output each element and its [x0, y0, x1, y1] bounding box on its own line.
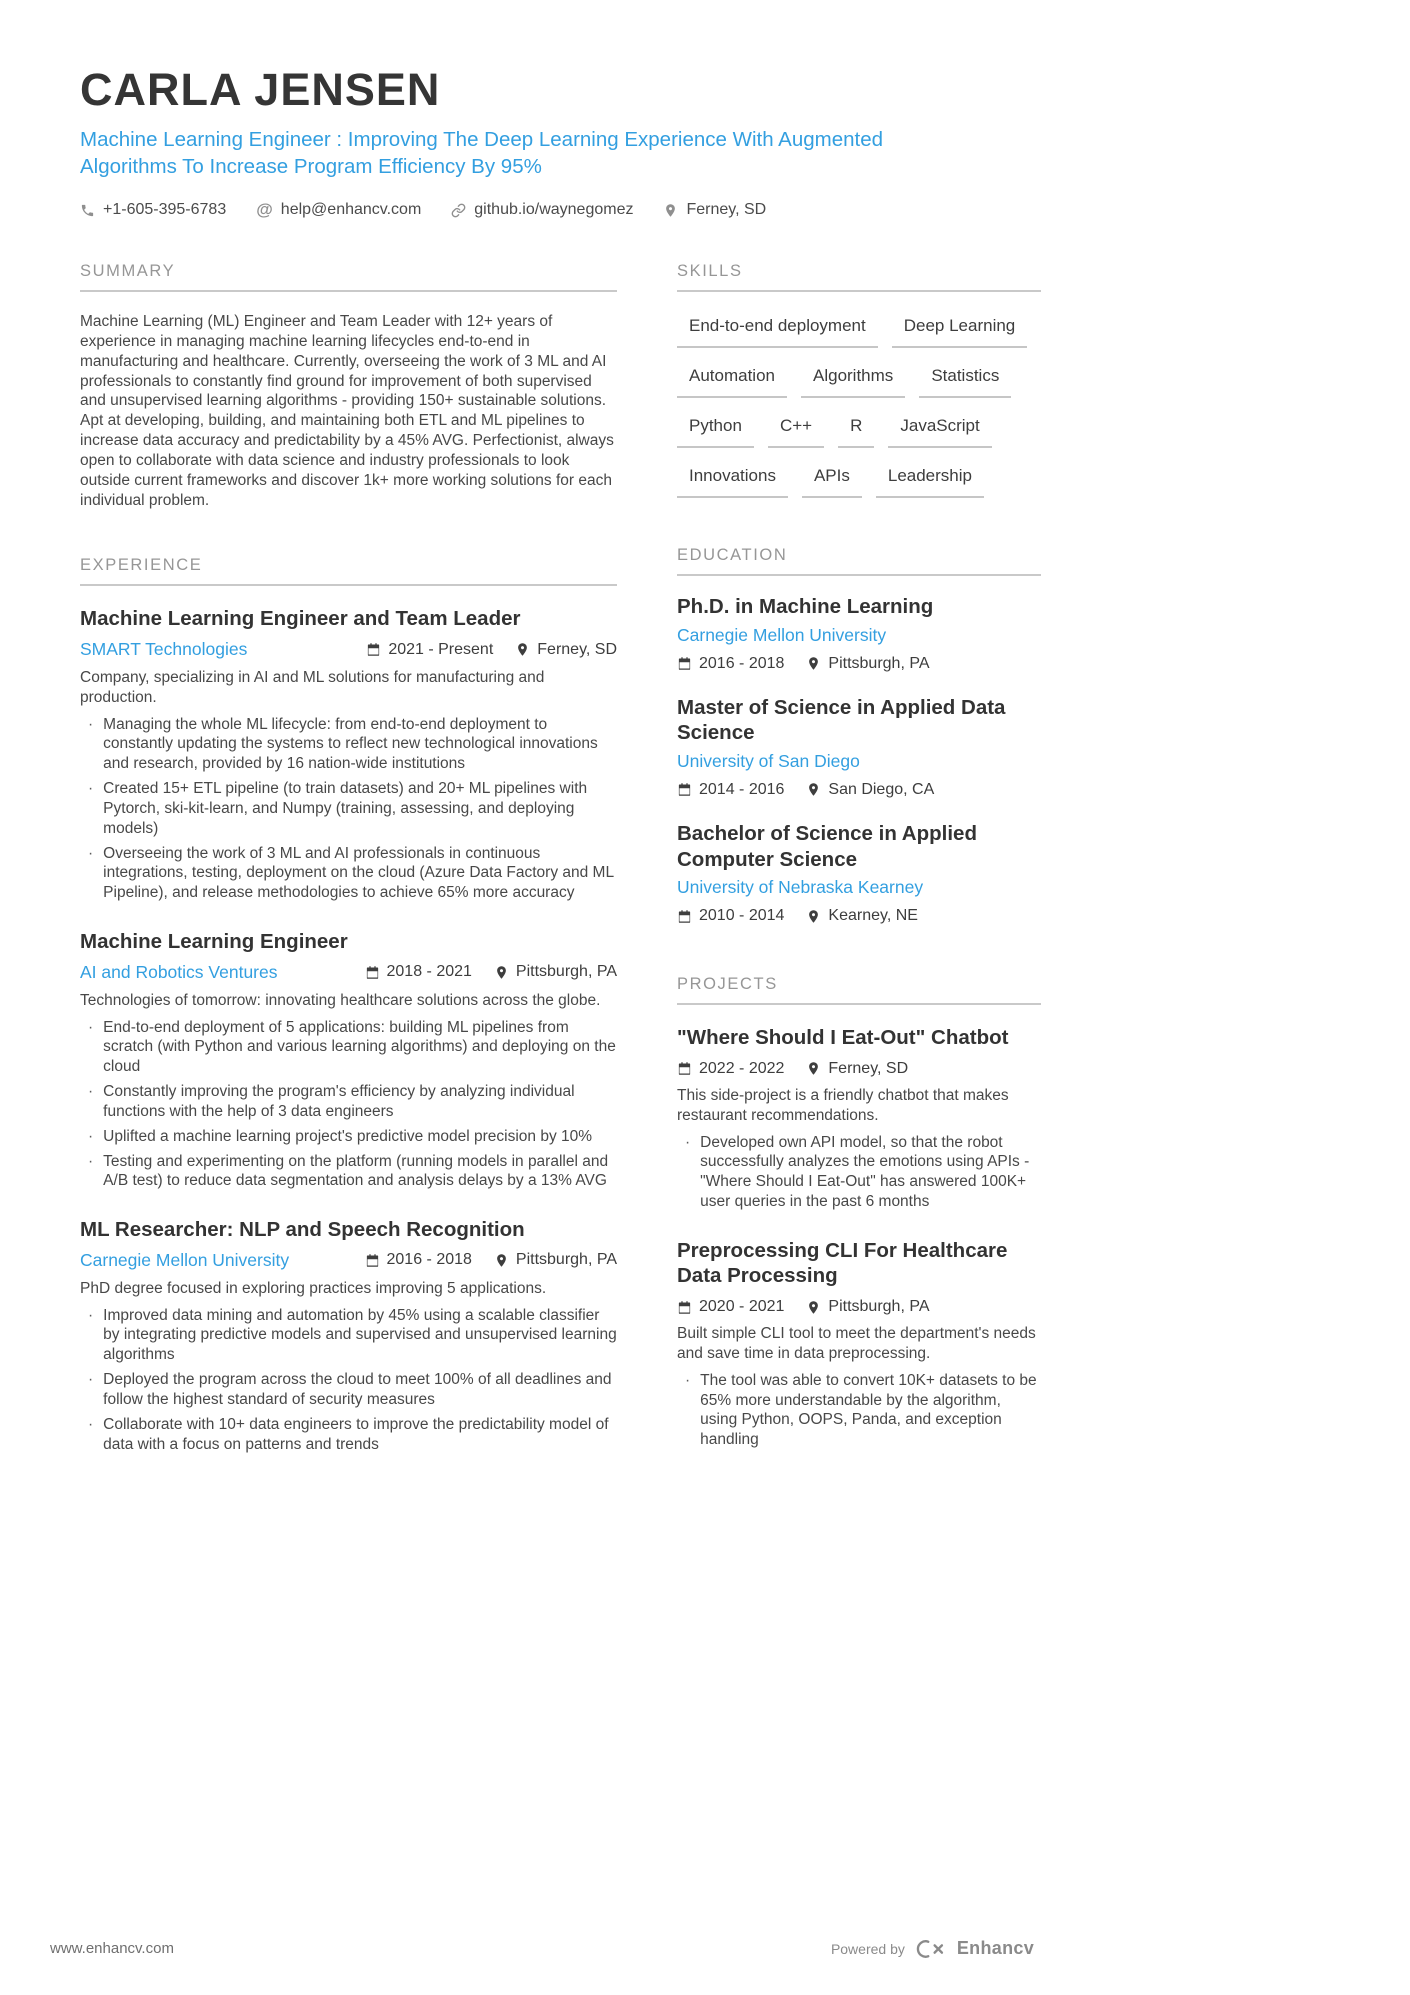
job-title: Machine Learning Engineer and Team Leader: [80, 607, 521, 631]
bullet-marker: ·: [88, 1018, 94, 1036]
summary-text: Machine Learning (ML) Engineer and Team Leader with 12+ years of experience in managing machine learning lifecycles end-to-end in manufacturing and healthcare. Currently, overseeing the work of 3 ML and AI professionals to constantly find ground for improvement of both supervised and unsupervised learning algorithms - providing 150+ sustainable solutions. Apt at developing, building, and maintaining both ETL and ML pipelines to increase data accuracy and predictability by a 45% AVG. Perfectionist, always open to collaborate with data science and industry professionals to look outside current frameworks and discover 1k+ more working solutions for each individual problem.: [80, 313, 614, 509]
calendar-icon: [677, 909, 692, 924]
bullet-item: · Created 15+ ETL pipeline (to train datasets) and 20+ ML pipelines with Pytorch, ski-kit-learn, and Numpy (training, assessing, and deploying models): [88, 780, 588, 837]
job-meta-row: [80, 962, 617, 983]
job-meta-row: [80, 1250, 617, 1271]
job-location: [494, 1251, 617, 1269]
date-range: [677, 781, 784, 799]
email-at-icon: @: [256, 200, 273, 220]
skill-item: Algorithms: [801, 366, 905, 398]
skill-item: APIs: [802, 466, 862, 498]
bullet-item: · Developed own API model, so that the robot successfully analyzes the emotions using APIs - "Where Should I Eat-Out" has answered 100K+ user queries in the past 6 months: [685, 1133, 1030, 1210]
bullet-marker: ·: [88, 1152, 94, 1170]
bullet-item: · Collaborate with 10+ data engineers to improve the predictability model of data with a focus on patterns and trends: [88, 1415, 609, 1453]
degree-title: Bachelor of Science in Applied Computer Science: [677, 821, 977, 871]
email-text: help@enhancv.com: [280, 201, 422, 219]
education-location-text: San Diego, CA: [828, 780, 935, 798]
education-meta: [677, 655, 1041, 673]
projects-heading: PROJECTS: [677, 975, 1041, 1005]
phone-icon: [80, 203, 95, 218]
bullet-item: · Improved data mining and automation by 45% using a scalable classifier by integrating predictive models and supervised and unsupervised learning algorithms: [88, 1306, 617, 1364]
bullet-item: · Constantly improving the program's efficiency by analyzing individual functions with the help of 3 data engineers: [88, 1083, 575, 1120]
contact-row: [80, 200, 1410, 220]
enhancv-logo-icon: [915, 1939, 947, 1959]
bullet-item: · Deployed the program across the cloud to meet 100% of all deadlines and follow the highest standard of security measures: [88, 1371, 612, 1408]
footer-site-link[interactable]: www.enhancv.com: [50, 1940, 174, 1957]
project-location-text: Ferney, SD: [828, 1059, 909, 1077]
project-title: "Where Should I Eat-Out" Chatbot: [677, 1026, 1009, 1050]
left-column: [80, 262, 617, 1454]
bullet-marker: ·: [88, 780, 94, 798]
job-description: PhD degree focused in exploring practices improving 5 applications.: [80, 1279, 547, 1297]
degree-title: Ph.D. in Machine Learning: [677, 595, 934, 619]
experience-item: [80, 606, 617, 903]
date-range: [677, 655, 784, 673]
date-range-text: 2016 - 2018: [386, 1251, 472, 1269]
calendar-icon: [677, 782, 692, 797]
date-range: [677, 1060, 784, 1078]
experience-heading: EXPERIENCE: [80, 556, 617, 586]
skill-item: R: [838, 416, 874, 448]
content-columns: [80, 262, 1410, 1454]
date-range: [677, 907, 784, 925]
skill-item: JavaScript: [888, 416, 991, 448]
location-pin-icon: [806, 656, 821, 671]
date-range-text: 2010 - 2014: [699, 907, 785, 925]
website-text: github.io/waynegomez: [474, 201, 634, 219]
education-location: [806, 781, 934, 799]
calendar-icon: [365, 1253, 380, 1268]
project-location: [806, 1060, 908, 1078]
project-meta: [677, 1060, 1041, 1078]
skill-item: Automation: [677, 366, 787, 398]
website-contact[interactable]: [451, 201, 633, 219]
job-bullets: [80, 1306, 617, 1455]
school-link[interactable]: University of Nebraska Kearney: [677, 877, 924, 898]
candidate-name: CARLA JENSEN: [80, 64, 441, 115]
calendar-icon: [677, 1300, 692, 1315]
date-range: [365, 1251, 472, 1269]
job-location: [515, 641, 617, 659]
calendar-icon: [677, 1061, 692, 1076]
school-link[interactable]: University of San Diego: [677, 750, 860, 771]
job-meta: [366, 641, 617, 659]
skill-item: Python: [677, 416, 754, 448]
skills-section: [677, 262, 1041, 498]
company-link[interactable]: SMART Technologies: [80, 639, 248, 659]
location-pin-icon: [515, 642, 530, 657]
date-range-text: 2016 - 2018: [699, 654, 785, 672]
job-description: Company, specializing in AI and ML solutions for manufacturing and production.: [80, 669, 545, 706]
powered-by: [831, 1938, 1034, 1959]
skill-item: Innovations: [677, 466, 788, 498]
bullet-item: · Managing the whole ML lifecycle: from end-to-end deployment to constantly updating the systems to reflect new technological innovations and research, provided by 16 nation-wide institutions: [88, 715, 598, 773]
education-heading: EDUCATION: [677, 546, 1041, 576]
project-item: [677, 1025, 1041, 1212]
project-description: Built simple CLI tool to meet the department's needs and save time in data preprocessing.: [677, 1325, 1036, 1362]
bullet-marker: ·: [685, 1133, 691, 1151]
education-meta: [677, 907, 1041, 925]
education-location: [806, 655, 929, 673]
powered-by-label: Powered by: [830, 1940, 905, 1957]
project-location: [806, 1298, 929, 1316]
job-description: Technologies of tomorrow: innovating healthcare solutions across the globe.: [80, 991, 601, 1009]
bullet-item: · Uplifted a machine learning project's predictive model precision by 10%: [88, 1127, 593, 1145]
location-pin-icon: [663, 203, 678, 218]
date-range-text: 2020 - 2021: [699, 1298, 785, 1316]
education-item: [677, 821, 1041, 925]
location-text: Ferney, SD: [686, 201, 767, 219]
page-footer: [50, 1938, 1034, 1959]
project-description: This side-project is a friendly chatbot that makes restaurant recommendations.: [677, 1086, 1009, 1124]
bullet-marker: ·: [685, 1371, 691, 1389]
bullet-marker: ·: [88, 1127, 94, 1145]
job-meta-row: [80, 639, 617, 660]
job-meta: [365, 1251, 618, 1269]
company-link[interactable]: Carnegie Mellon University: [80, 1249, 290, 1270]
summary-heading: SUMMARY: [80, 262, 617, 292]
job-location: [494, 963, 617, 981]
calendar-icon: [365, 965, 380, 980]
project-title: Preprocessing CLI For Healthcare Data Processing: [677, 1238, 1008, 1288]
job-location-text: Ferney, SD: [537, 640, 617, 658]
education-meta: [677, 781, 1041, 799]
skill-item: Leadership: [876, 466, 984, 498]
bullet-marker: ·: [88, 844, 94, 862]
resume-header: [80, 64, 1410, 220]
skill-item: C++: [768, 416, 824, 448]
location-pin-icon: [494, 965, 509, 980]
bullet-marker: ·: [88, 1371, 94, 1389]
bullet-marker: ·: [88, 1083, 94, 1101]
education-location-text: Pittsburgh, PA: [828, 654, 930, 672]
bullet-marker: ·: [88, 1306, 94, 1324]
education-item: [677, 594, 1041, 673]
calendar-icon: [366, 642, 381, 657]
location-pin-icon: [806, 909, 821, 924]
location-contact: [663, 201, 766, 219]
headline: Machine Learning Engineer : Improving The Deep Learning Experience With Augmented Algorithms To Increase Program Efficiency By 95%: [80, 128, 884, 179]
enhancv-brand-name: Enhancv: [956, 1938, 1034, 1958]
bullet-marker: ·: [88, 715, 94, 733]
link-icon: [451, 203, 466, 218]
date-range: [365, 963, 472, 981]
job-title: Machine Learning Engineer: [80, 930, 348, 954]
bullet-item: · The tool was able to convert 10K+ datasets to be 65% more understandable by the algorithm, using Python, OOPS, Panda, and exception handling: [685, 1371, 1037, 1449]
education-item: [677, 695, 1041, 799]
date-range: [366, 641, 493, 659]
job-title: ML Researcher: NLP and Speech Recognition: [80, 1218, 525, 1242]
skills-list: [677, 316, 1041, 498]
education-location: [806, 907, 918, 925]
project-bullets: [677, 1133, 1041, 1212]
calendar-icon: [677, 656, 692, 671]
bullet-item: · End-to-end deployment of 5 applications: building ML pipelines from scratch (with Python and various learning algorithms) and deploying on the cloud: [88, 1018, 616, 1076]
job-bullets: [80, 1018, 617, 1192]
project-item: [677, 1238, 1041, 1450]
email-contact[interactable]: [256, 200, 421, 220]
location-pin-icon: [806, 1061, 821, 1076]
skill-item: Statistics: [919, 366, 1011, 398]
date-range-text: 2014 - 2016: [699, 780, 785, 798]
skills-heading: SKILLS: [677, 262, 1041, 292]
education-section: [677, 546, 1041, 925]
bullet-item: · Testing and experimenting on the platform (running models in parallel and A/B test) to reduce data segmentation and analysis delays by a 13% AVG: [88, 1152, 609, 1190]
location-pin-icon: [494, 1253, 509, 1268]
skill-item: Deep Learning: [892, 316, 1028, 348]
experience-section: [80, 556, 617, 1454]
education-location-text: Kearney, NE: [828, 907, 918, 925]
job-bullets: [80, 715, 617, 903]
project-location-text: Pittsburgh, PA: [828, 1298, 930, 1316]
degree-title: Master of Science in Applied Data Science: [677, 695, 1006, 745]
experience-item: [80, 1217, 617, 1454]
job-meta: [365, 963, 618, 981]
date-range-text: 2022 - 2022: [699, 1059, 785, 1077]
project-bullets: [677, 1371, 1041, 1450]
job-location-text: Pittsburgh, PA: [515, 1251, 617, 1269]
date-range: [677, 1298, 784, 1316]
right-column: [677, 262, 1041, 1454]
location-pin-icon: [806, 1300, 821, 1315]
bullet-item: · Overseeing the work of 3 ML and AI professionals in continuous integrations, testing, deployment on the cloud (Azure Data Factory and ML Pipeline), and release methodologies to achieve 65% more accuracy: [88, 844, 614, 902]
bullet-marker: ·: [88, 1415, 94, 1433]
phone-text: +1-605-395-6783: [103, 201, 227, 219]
company-link[interactable]: AI and Robotics Ventures: [80, 961, 278, 982]
school-link[interactable]: Carnegie Mellon University: [677, 624, 887, 645]
job-location-text: Pittsburgh, PA: [515, 963, 617, 981]
phone-contact[interactable]: [80, 201, 226, 219]
date-range-text: 2018 - 2021: [386, 963, 472, 981]
summary-section: [80, 262, 617, 510]
projects-section: [677, 975, 1041, 1450]
date-range-text: 2021 - Present: [388, 640, 494, 658]
location-pin-icon: [806, 782, 821, 797]
project-meta: [677, 1298, 1041, 1316]
skill-item: End-to-end deployment: [677, 316, 878, 348]
experience-item: [80, 929, 617, 1191]
